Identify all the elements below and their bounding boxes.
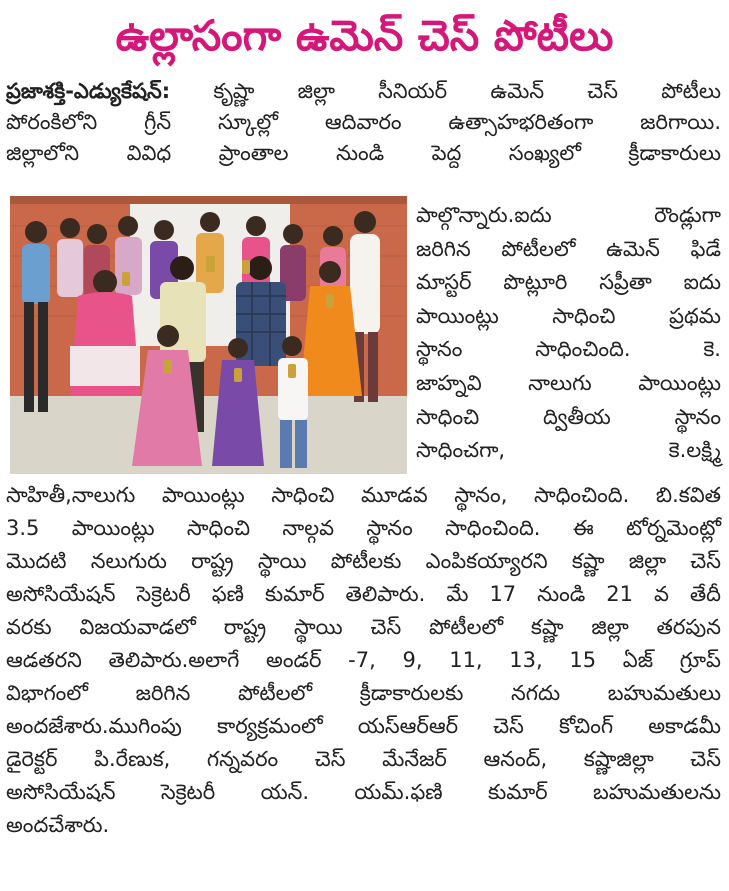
article-right-line-8: సాధించగా, కె.లక్ష్మి [416,438,721,462]
article-bottom-line-7: విభాగంలో జరిగిన పోటీలలో క్రీడాకారులకు నగదు బహుమతులు [6,681,721,705]
group-photo-illustration [10,196,407,474]
article-bottom-line-6: ఆడతరని తెలిపారు.అలాగే అండర్ -7, 9, 11, 13, 15 ఏజ్ గ్రూప్ [6,648,721,672]
article-bottom-line-9: డైరెక్టర్ పి.రేణుక, గన్నవరం చెస్ మేనేజర్ ఆనంద్, కష్ణాజిల్లా చెస్ [6,747,721,771]
article-bottom-line-1: సాహితీ,నాలుగు పాయింట్లు సాధించి మూడవ స్థానం, సాధించింది. బి.కవిత [6,483,721,507]
article-right-line-5: స్థానం సాధించింది. కె. [416,337,721,361]
article-right-line-4: పాయింట్లు సాధించి ప్రథమ [416,304,721,328]
article-bottom-line-10: అసోసియేషన్ సెక్రెటరీ యన్. యమ్.ఫణి కుమార్ బహుమతులను [6,780,721,804]
article-headline: ఉల్లాసంగా ఉమెన్ చెస్ పోటీలు [115,11,614,60]
article-right-line-2: జరిగిన పోటీలలో ఉమెన్ ఫిడే [416,237,721,261]
group-photo [10,196,407,474]
article-dateline: ప్రజాశక్తి-ఎడ్యుకేషన్: [6,79,171,103]
article-bottom-line-2: 3.5 పాయింట్లు సాధించి నాల్గవ స్థానం సాధించింది. ఈ టోర్నమెంట్లో [6,516,721,540]
article-line-1 [6,76,721,107]
article-right-line-7: సాధించి ద్వితీయ స్థానం [416,405,721,429]
article-bottom-line-5: వరకు విజయవాడలో రాష్ట్ర స్థాయి చెస్ పోటీలలో కష్ణా జిల్లా తరపున [6,615,721,639]
article-bottom-line-3: మొదటి నలుగురు రాష్ట్ర స్థాయి పోటీలకు ఎంపికయ్యారని కష్ణా జిల్లా చెస్ [6,549,721,573]
article-right-line-1: పాల్గొన్నారు.ఐదు రౌండ్లుగా [416,203,721,227]
article-bottom-line-11: అందచేశారు. [6,813,110,837]
article-bottom-line-8: అందజేశారు.ముగింపు కార్యక్రమంలో యస్ఆర్ఆర్ చెస్ కోచింగ్ అకాడమీ [6,714,721,738]
article-right-line-3: మాస్టర్ పొట్లూరి సప్రీతా ఐదు [416,270,721,294]
article-line-text: కృష్ణా జిల్లా సీనియర్ ఉమెన్ చెస్ పోటీలు [213,79,721,103]
article-right-line-6: జాహ్నవి నాలుగు పాయింట్లు [416,371,721,395]
article-bottom-line-4: అసోసియేషన్ సెక్రెటరీ ఫణి కుమార్ తెలిపారు. మే 17 నుండి 21 వ తేదీ [6,582,721,606]
article-line-2: పోరంకిలోని గ్రీన్ స్కూల్లో ఆదివారం ఉత్సాహభరితంగా జరిగాయి. [6,110,721,134]
article-line-3: జిల్లాలోని వివిధ ప్రాంతాల నుండి పెద్ద సంఖ్యలో క్రీడాకారులు [6,141,721,165]
